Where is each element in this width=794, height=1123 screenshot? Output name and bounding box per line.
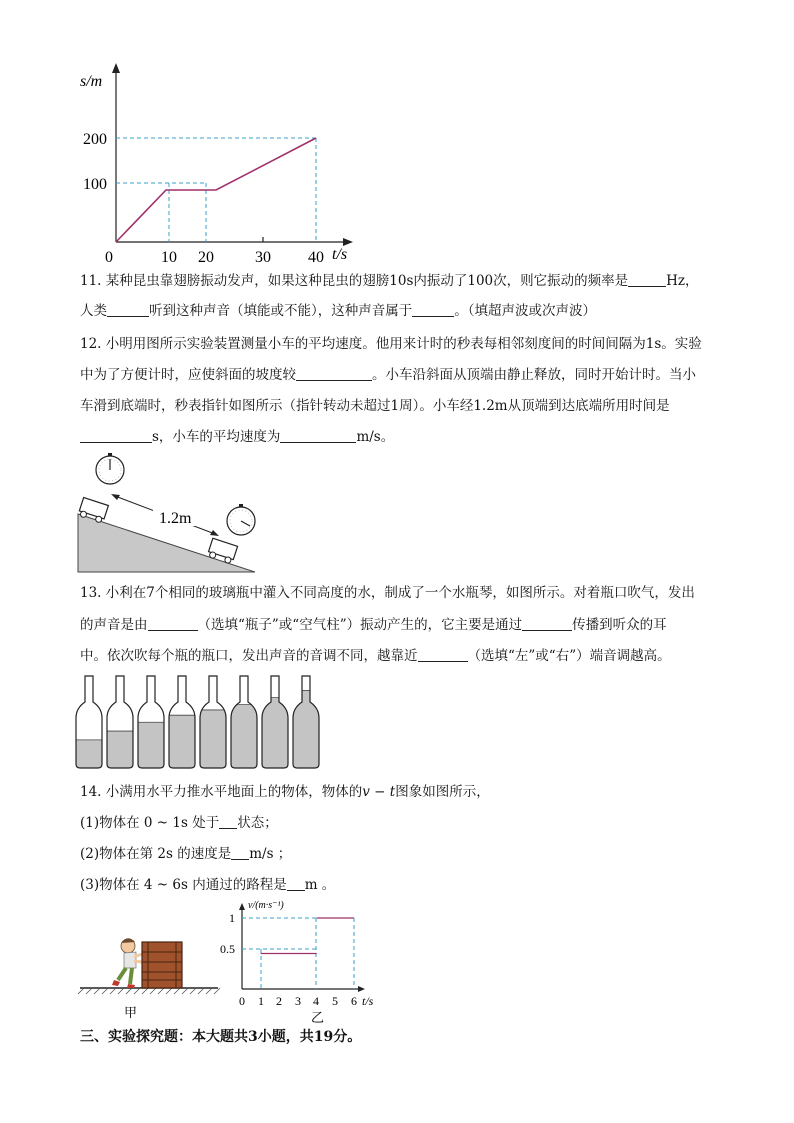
q13-blank-medium[interactable]	[522, 616, 572, 631]
incline-figure	[75, 452, 275, 577]
vt-x-tick-5: 5	[332, 994, 338, 1008]
q14-sub1-a: (1)物体在 0 ~ 1s 处于	[80, 815, 220, 831]
bottle-water	[137, 722, 165, 770]
distance-label: 1.2m	[159, 510, 192, 527]
q14-blank-speed[interactable]	[231, 845, 249, 860]
q11-text-2c: 。（填超声波或次声波）	[454, 303, 596, 319]
q12-text-2a: 中为了方便计时，应使斜面的坡度较	[80, 367, 296, 383]
q11-text-1b: Hz，	[666, 273, 699, 289]
st-y-arrow	[112, 63, 120, 73]
bottle	[106, 676, 134, 770]
q14-blank-state[interactable]	[219, 814, 237, 829]
bottle-water	[292, 691, 320, 770]
bottle	[137, 676, 165, 770]
bottle-water	[230, 705, 258, 770]
q14-vt-symbol: v − t	[362, 784, 396, 800]
q12-line2	[80, 366, 696, 384]
vt-y-label: v/(m·s⁻¹)	[248, 900, 284, 911]
label-yi: 乙	[311, 1010, 325, 1023]
bottle	[292, 676, 320, 770]
q13-blank-source[interactable]	[148, 616, 198, 631]
bottle-water	[168, 715, 196, 770]
st-x-tick-30: 30	[255, 249, 271, 265]
st-x-tick-40: 40	[308, 249, 324, 265]
bottles-figure	[75, 672, 325, 772]
vt-x-label: t/s	[362, 994, 374, 1008]
person	[112, 938, 142, 988]
q14-sub2-b: m/s ；	[249, 846, 292, 862]
vt-x-tick-2: 2	[276, 994, 282, 1008]
bottle-water	[75, 740, 103, 770]
vt-x-tick-4: 4	[313, 994, 319, 1008]
st-y-tick-100: 100	[83, 176, 107, 193]
q11-line2	[80, 302, 596, 320]
bottle	[168, 676, 196, 770]
label-jia: 甲	[124, 1005, 138, 1020]
bottle	[261, 676, 289, 770]
vt-y-arrow	[239, 903, 245, 910]
q13-blank-side[interactable]	[418, 647, 468, 662]
bottle-water	[106, 731, 134, 770]
q12-blank-speed[interactable]	[280, 428, 356, 443]
q14-sub3-b: m 。	[304, 877, 336, 893]
q13-text-3b: （选填“左”或“右”）端音调越高。	[467, 648, 671, 664]
q13-text-3a: 中。依次吹每个瓶的瓶口，发出声音的音调不同，越靠近	[80, 648, 418, 664]
bottle	[230, 676, 258, 770]
vt-x-arrow	[358, 986, 365, 992]
st-x-arrow	[343, 238, 353, 246]
q14-sub1-b: 状态；	[237, 815, 278, 831]
st-y-label: s/m	[80, 73, 103, 90]
q14-text-1b: 图象如图所示，	[395, 784, 490, 800]
q14-blank-distance[interactable]	[287, 876, 305, 891]
q14-sub3	[80, 876, 335, 894]
vt-y-tick-1: 1	[229, 911, 235, 925]
st-x-tick-20: 20	[198, 249, 214, 265]
q13-line3	[80, 647, 671, 665]
q12-text-4a: s，小车的平均速度为	[152, 429, 281, 445]
stopwatch-start	[96, 453, 124, 484]
st-x-label: t/s	[332, 246, 348, 263]
vt-x-tick-1: 1	[258, 994, 264, 1008]
q13-text-2b: （选填“瓶子”或“空气柱”）振动产生的，它主要是通过	[197, 617, 523, 633]
q14-sub2	[80, 845, 291, 863]
q12-text-2b: 。小车沿斜面从顶端由静止释放，同时开始计时。当小	[372, 367, 696, 383]
q12-line3: 车滑到底端时，秒表指针如图所示（指针转动未超过1周）。小车经1.2m从顶端到达底端所用时间是	[80, 398, 670, 414]
vt-x-tick-0: 0	[239, 994, 245, 1008]
bottle-water	[199, 710, 227, 770]
crate	[142, 942, 182, 988]
distance-arrow-head-right	[210, 530, 219, 536]
ground-hatch	[78, 988, 220, 994]
q11-line1	[80, 272, 699, 290]
q13-line1: 13. 小利在7个相同的玻璃瓶中灌入不同高度的水，制成了一个水瓶琴，如图所示。对着瓶口吹气，发出	[80, 585, 695, 601]
q14-sub2-a: (2)物体在第 2s 的速度是	[80, 846, 232, 862]
q12-blank-slope[interactable]	[296, 366, 372, 381]
pushing-figure	[78, 930, 223, 1020]
q12-blank-time[interactable]	[80, 428, 152, 443]
vt-graph	[218, 898, 383, 1023]
st-x-tick-10: 10	[161, 249, 177, 265]
q11-text-1a: 11. 某种昆虫靠翅膀振动发声，如果这种昆虫的翅膀10s内振动了100次，则它振动的频率是	[80, 273, 629, 289]
bottle	[199, 676, 227, 770]
q11-blank-frequency[interactable]	[628, 272, 666, 287]
section-3-heading: 三、实验探究题：本大题共3小题，共19分。	[80, 1029, 362, 1045]
q13-text-2a: 的声音是由	[80, 617, 148, 633]
q14-text-1a: 14. 小满用水平力推水平地面上的物体，物体的	[80, 784, 363, 800]
q14-line1	[80, 783, 490, 801]
st-x-tick-0: 0	[105, 249, 113, 265]
q14-sub1	[80, 814, 278, 832]
bottle	[75, 676, 103, 770]
st-data-line	[116, 138, 316, 242]
st-y-tick-200: 200	[83, 131, 107, 148]
q11-text-2a: 人类	[80, 303, 107, 319]
vt-x-tick-3: 3	[295, 994, 301, 1008]
q11-blank-hear[interactable]	[107, 302, 149, 317]
stopwatch-end	[227, 504, 255, 535]
q11-blank-type[interactable]	[412, 302, 454, 317]
q12-line4	[80, 428, 394, 446]
vt-y-tick-05: 0.5	[220, 942, 235, 956]
q12-line1: 12. 小明用图所示实验装置测量小车的平均速度。他用来计时的秒表每相邻刻度间的时间间隔为1s。实验	[80, 336, 702, 352]
q13-line2	[80, 616, 667, 634]
vt-x-tick-6: 6	[351, 994, 357, 1008]
q14-sub3-a: (3)物体在 4 ~ 6s 内通过的路程是	[80, 877, 287, 893]
q13-text-2c: 传播到听众的耳	[572, 617, 667, 633]
q12-text-4b: m/s。	[356, 429, 395, 445]
distance-arrow-head-left	[111, 494, 120, 500]
q11-text-2b: 听到这种声音（填能或不能），这种声音属于	[149, 303, 413, 319]
st-graph	[75, 60, 365, 265]
